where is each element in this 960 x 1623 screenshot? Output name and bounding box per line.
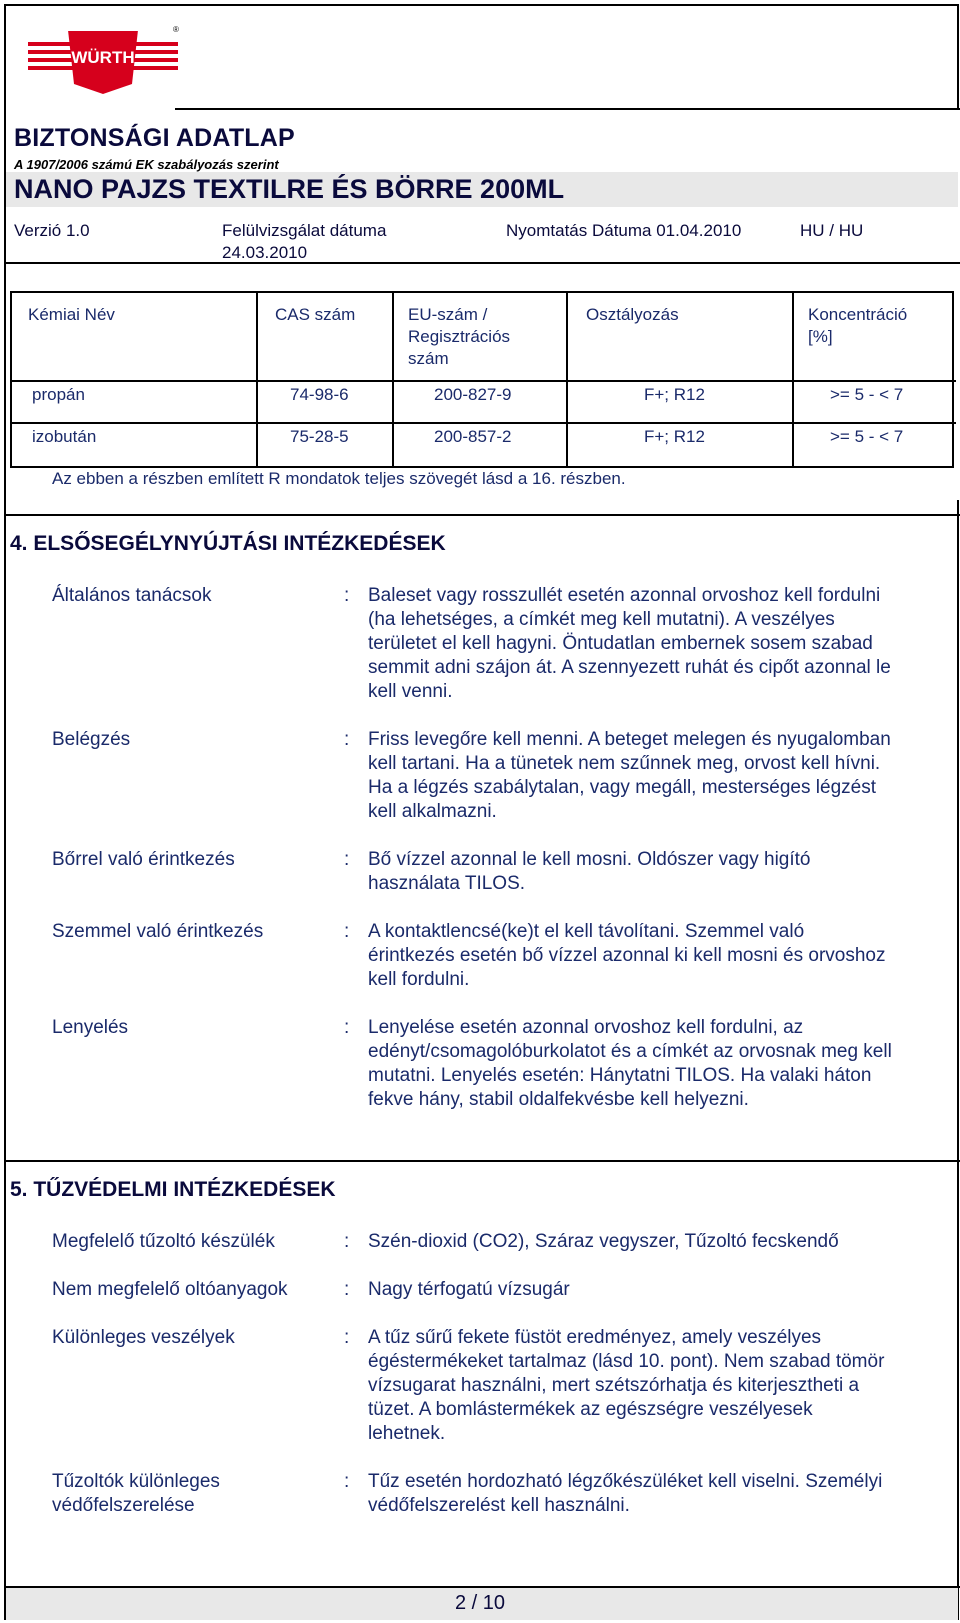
- document-subtitle: A 1907/2006 számú EK szabályozás szerint: [14, 157, 279, 172]
- table-col-rule: [392, 291, 394, 468]
- field-value: Szén-dioxid (CO2), Száraz vegyszer, Tűzoltó fecskendő: [368, 1231, 839, 1252]
- table-cell: >= 5 - < 7: [830, 427, 904, 446]
- table-cell: 75-28-5: [290, 427, 349, 446]
- header-rule: [175, 108, 960, 110]
- wurth-logo: [28, 22, 178, 96]
- table-rule: [10, 422, 956, 424]
- table-note: Az ebben a részben említett R mondatok teljes szövegét lásd a 16. részben.: [52, 469, 626, 488]
- revision-label: Felülvizsgálat dátuma: [222, 221, 387, 240]
- table-cell: F+; R12: [644, 427, 705, 446]
- field-value: Nagy térfogatú vízsugár: [368, 1279, 570, 1300]
- section-4-title: 4. ELSŐSEGÉLYNYÚJTÁSI INTÉZKEDÉSEK: [10, 532, 446, 555]
- col-header-name: Kémiai Név: [28, 305, 115, 324]
- language: HU / HU: [800, 221, 864, 240]
- col-header-eu: szám: [408, 349, 449, 368]
- field-label: Különleges veszélyek: [52, 1327, 235, 1348]
- meta-rule: [6, 262, 960, 264]
- field-value: Bő vízzel azonnal le kell mosni. Oldószer vagy higító használata TILOS.: [368, 849, 811, 894]
- document-title: BIZTONSÁGI ADATLAP: [14, 124, 295, 152]
- colon: :: [344, 1327, 350, 1348]
- field-value: Friss levegőre kell menni. A beteget melegen és nyugalomban kell tartani. Ha a tünetek nem szűnnek meg, orvost kell hívni. Ha a légzés szabálytalan, vagy megáll, mesterséges légzést kell alkalmazni.: [368, 729, 891, 822]
- section-5-title: 5. TŰZVÉDELMI INTÉZKEDÉSEK: [10, 1178, 336, 1201]
- field-label: Lenyelés: [52, 1017, 129, 1038]
- field-label: Tűzoltók különleges védőfelszerelése: [52, 1471, 220, 1516]
- table-cell: 200-857-2: [434, 427, 512, 446]
- colon: :: [344, 729, 350, 750]
- section-rule: [6, 1160, 960, 1162]
- field-value: Baleset vagy rosszullét esetén azonnal orvoshoz kell fordulni (ha lehetséges, a címkét meg kell mutatni). A veszélyes területet el kell hagyni. Öntudatlan embernek sosem szabad semmit adni szájon át. A szennyezett ruhát és cipőt azonnal le kell venni.: [368, 585, 891, 702]
- table-cell: propán: [32, 385, 85, 404]
- field-label: Megfelelő tűzoltó készülék: [52, 1231, 275, 1252]
- field-value: Tűz esetén hordozható légzőkészüléket kell viselni. Személyi védőfelszerelést kell használni.: [368, 1471, 883, 1516]
- footer-rule: [6, 1586, 960, 1588]
- svg-text:®: ®: [173, 25, 179, 34]
- frame-edge: [957, 4, 959, 110]
- colon: :: [344, 849, 350, 870]
- field-label: Bőrrel való érintkezés: [52, 849, 235, 870]
- print-date: Nyomtatás Dátuma 01.04.2010: [506, 221, 742, 240]
- field-label: Nem megfelelő oltóanyagok: [52, 1279, 288, 1300]
- frame-edge: [957, 500, 959, 1620]
- field-label: Szemmel való érintkezés: [52, 921, 264, 942]
- col-header-cas: CAS szám: [275, 305, 356, 324]
- table-cell: 74-98-6: [290, 385, 349, 404]
- table-col-rule: [792, 291, 794, 468]
- field-label: Általános tanácsok: [52, 585, 212, 606]
- col-header-eu: Regisztrációs: [408, 327, 511, 346]
- colon: :: [344, 1231, 350, 1252]
- page-number: 2 / 10: [454, 1592, 506, 1614]
- field-label: Belégzés: [52, 729, 131, 750]
- colon: :: [344, 1471, 350, 1492]
- col-header-eu: EU-szám /: [408, 305, 488, 324]
- field-value: A kontaktlencsé(ke)t el kell távolítani. Szemmel való érintkezés esetén bő vízzel azonnal ki kell mosni és orvoshoz kell fordulni.: [368, 921, 886, 990]
- table-cell: F+; R12: [644, 385, 705, 404]
- revision-date: 24.03.2010: [222, 243, 308, 262]
- table-col-rule: [566, 291, 568, 468]
- version: Verzió 1.0: [14, 221, 90, 240]
- table-cell: >= 5 - < 7: [830, 385, 904, 404]
- table-rule: [10, 380, 956, 382]
- logo-text: WÜRTH: [71, 48, 135, 67]
- field-value: Lenyelése esetén azonnal orvoshoz kell fordulni, az edényt/csomagolóburkolatot és a címkét az orvosnak meg kell mutatni. Lenyelés esetén: Hánytatni TILOS. Ha valaki háton fekve hány, stabil oldalfekvésbe kell helyezni.: [368, 1017, 892, 1110]
- table-cell: 200-827-9: [434, 385, 512, 404]
- colon: :: [344, 1279, 350, 1300]
- table-col-rule: [256, 291, 258, 468]
- section-rule: [6, 514, 960, 516]
- col-header-conc: [%]: [808, 327, 833, 346]
- product-name: NANO PAJZS TEXTILRE ÉS BÖRRE 200ML: [14, 174, 565, 204]
- colon: :: [344, 921, 350, 942]
- colon: :: [344, 1017, 350, 1038]
- col-header-class: Osztályozás: [586, 305, 679, 324]
- colon: :: [344, 585, 350, 606]
- col-header-conc: Koncentráció: [808, 305, 908, 324]
- table-cell: izobután: [32, 427, 97, 446]
- field-value: A tűz sűrű fekete füstöt eredményez, amely veszélyes égéstermékeket tartalmaz (lásd 10. pont). Nem szabad tömör vízsugarat használni, mert szétszórhatja és kiterjesztheti a tüzet. A bomlástermékek az egészségre veszélyesek lehetnek.: [368, 1327, 885, 1444]
